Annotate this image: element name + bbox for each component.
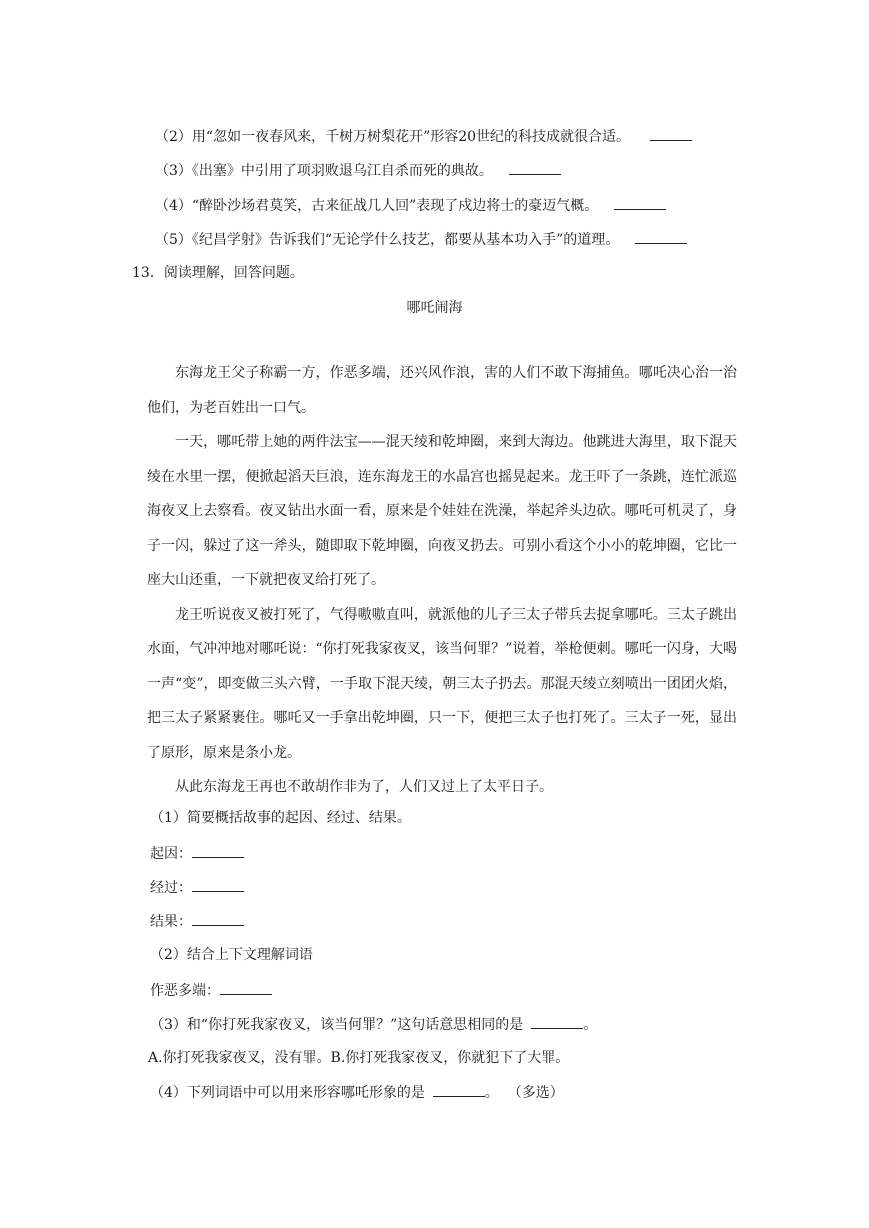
question-2: （2）结合上下文理解词语 <box>150 947 313 963</box>
story-title: 哪吒闹海 <box>406 300 463 316</box>
answer-blank[interactable] <box>650 126 692 141</box>
story-paragraph-4: 从此东海龙王再也不敢胡作非为了，人们又过上了太平日子。 <box>175 779 553 795</box>
judgment-text: （4）“醉卧沙场君莫笑，古来征战几人回”表现了戍边将士的豪迈气概。 <box>155 198 599 214</box>
question-4 <box>150 1082 564 1103</box>
result-blank[interactable] <box>192 911 244 926</box>
cause-label: 起因： <box>150 846 192 862</box>
judgment-item-4 <box>155 195 666 216</box>
answer-blank[interactable] <box>509 160 561 175</box>
cause-blank[interactable] <box>192 843 244 858</box>
question-3-end: 。 <box>583 1017 598 1033</box>
judgment-item-3 <box>155 160 561 181</box>
answer-blank[interactable] <box>614 195 666 210</box>
question-3-text: （3）和“你打死我家夜叉，该当何罪？”这句话意思相同的是 <box>150 1017 524 1033</box>
question-13-heading: 13．阅读理解，回答问题。 <box>132 265 304 281</box>
story-paragraph-1: 东海龙王父子称霸一方，作恶多端，还兴风作浪，害的人们不敢下海捕鱼。哪吒决心治一治他们，为老百姓出一口气。 <box>147 365 737 416</box>
judgment-text: （2）用“忽如一夜春风来，千树万树梨花开”形容20世纪的科技成就很合适。 <box>155 129 631 145</box>
answer-process-row <box>150 877 244 898</box>
question-4-text: （4）下列词语中可以用来形容哪吒形象的是 <box>150 1085 425 1101</box>
judgment-text: （3）《出塞》中引用了项羽败退乌江自杀而死的典故。 <box>155 163 493 179</box>
judgment-item-2 <box>155 126 692 147</box>
question-4-blank[interactable] <box>433 1082 485 1097</box>
story-paragraph-2: 一天，哪吒带上她的两件法宝——混天绫和乾坤圈，来到大海边。他跳进大海里，取下混天绫在水里一摆，便掀起滔天巨浪，连东海龙王的水晶宫也摇晃起来。龙王吓了一条跳，连忙派巡海夜叉上去察看。夜叉钻出水面一看，原来是个娃娃在洗澡，举起斧头边砍。哪吒可机灵了，身子一闪，躲过了这一斧头，随即取下乾坤圈，向夜叉扔去。可别小看这个小小的乾坤圈，它比一座大山还重，一下就把夜叉给打死了。 <box>147 434 737 588</box>
process-label: 经过： <box>150 880 192 896</box>
term-label: 作恶多端： <box>150 983 220 999</box>
question-3 <box>150 1014 597 1035</box>
question-1: （1）简要概括故事的起因、经过、结果。 <box>150 810 411 826</box>
question-3-blank[interactable] <box>531 1014 583 1029</box>
story-body <box>147 356 737 805</box>
question-4-end: 。 （多选） <box>484 1085 564 1101</box>
judgment-item-5 <box>155 229 687 250</box>
process-blank[interactable] <box>192 877 244 892</box>
judgment-text: （5）《纪昌学射》告诉我们“无论学什么技艺，都要从基本功入手”的道理。 <box>155 232 620 248</box>
answer-result-row <box>150 911 244 932</box>
term-row <box>150 980 272 1001</box>
term-blank[interactable] <box>220 980 272 995</box>
story-paragraph-3: 龙王听说夜叉被打死了，气得嗷嗷直叫，就派他的儿子三太子带兵去捉拿哪吒。三太子跳出水面，气冲冲地对哪吒说：“你打死我家夜叉，该当何罪？”说着，举枪便刺。哪吒一闪身，大喝一声“变”，即变做三头六臂，一手取下混天绫，朝三太子扔去。那混天绫立刻喷出一团团火焰，把三太子紧紧裹住。哪吒又一手拿出乾坤圈，只一下，便把三太子也打死了。三太子一死，显出了原形，原来是条小龙。 <box>147 606 737 761</box>
result-label: 结果： <box>150 914 192 930</box>
answer-cause-row <box>150 843 244 864</box>
question-3-options: A.你打死我家夜叉，没有罪。B.你打死我家夜叉，你就犯下了大罪。 <box>148 1050 570 1066</box>
answer-blank[interactable] <box>635 229 687 244</box>
